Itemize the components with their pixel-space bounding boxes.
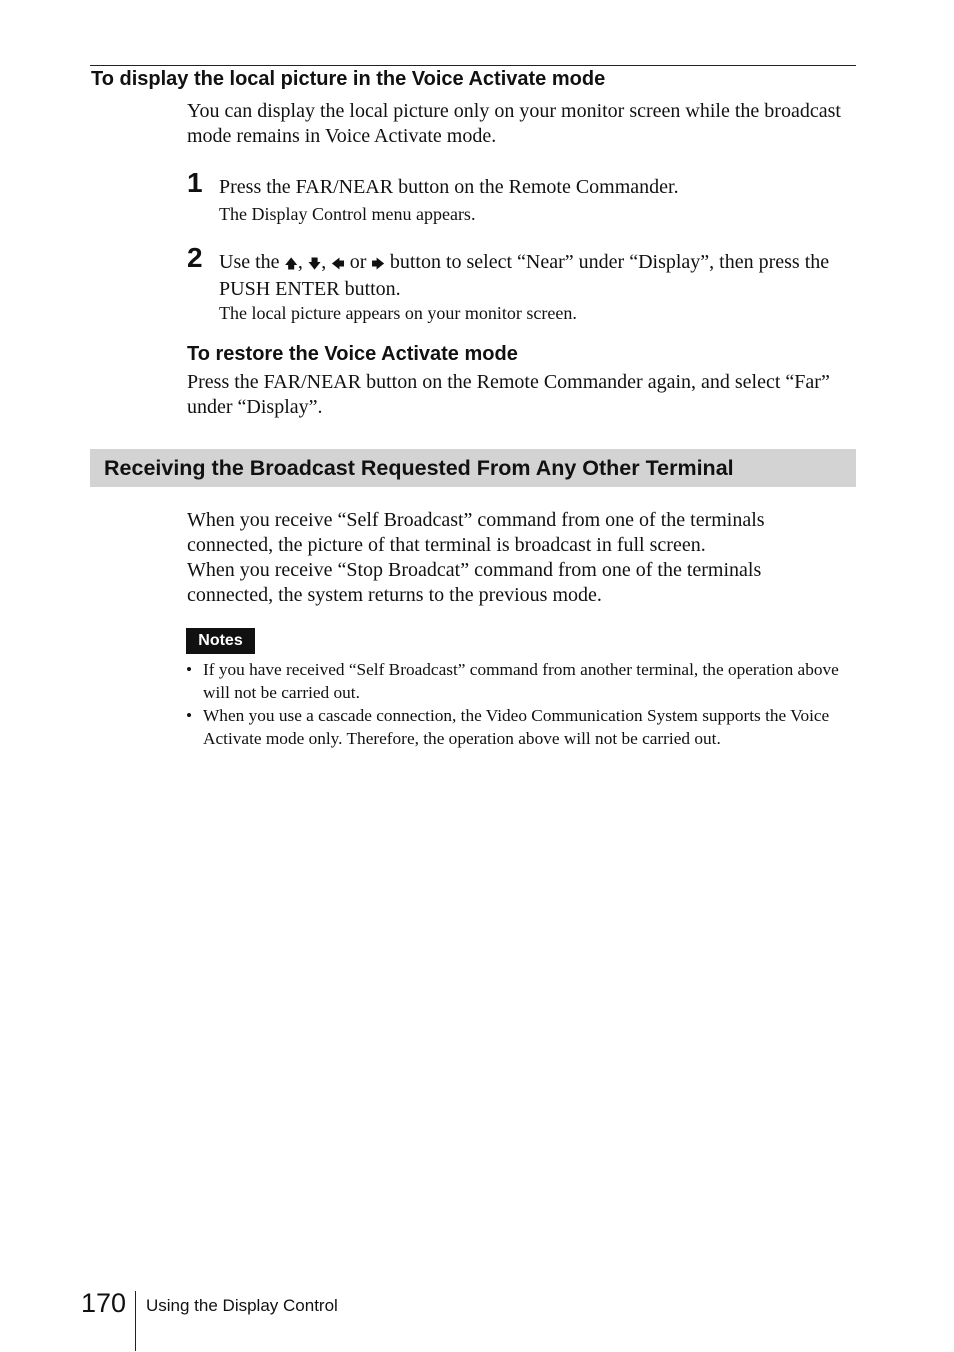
footer-divider bbox=[135, 1291, 136, 1351]
up-arrow-icon: 🡅 bbox=[284, 257, 298, 272]
subsection-intro: You can display the local picture only on your monitor screen while the broadcast mode remains in Voice Activate mode. bbox=[187, 100, 841, 147]
step-2-sep-2: , bbox=[321, 251, 327, 273]
section-heading: Receiving the Broadcast Requested From Any Other Terminal bbox=[104, 456, 734, 480]
section-paragraph-1: When you receive “Self Broadcast” command from one of the terminals connected, the picture of that terminal is broadcast in full screen. bbox=[187, 509, 765, 556]
section-heading-bar bbox=[90, 449, 856, 487]
bullet-icon: • bbox=[186, 660, 193, 679]
step-2-sep-1: , bbox=[297, 251, 303, 273]
step-2-result: The local picture appears on your monitor screen. bbox=[219, 303, 577, 323]
step-2-text bbox=[219, 250, 859, 301]
step-2-number: 2 bbox=[187, 242, 203, 273]
step-2-suffix: button to select “Near” under “Display”, then press the PUSH ENTER button. bbox=[219, 251, 830, 300]
step-1-text: Press the FAR/NEAR button on the Remote Commander. bbox=[219, 176, 679, 198]
step-1-number: 1 bbox=[187, 167, 203, 198]
step-2-prefix: Use the bbox=[219, 251, 280, 273]
step-2-sep-3: or bbox=[349, 251, 367, 273]
restore-heading: To restore the Voice Activate mode bbox=[187, 343, 518, 365]
note-item bbox=[186, 704, 858, 750]
page-number: 170 bbox=[81, 1288, 127, 1318]
down-arrow-icon: 🡇 bbox=[307, 257, 322, 272]
step-1-result: The Display Control menu appears. bbox=[219, 204, 476, 224]
bullet-icon: • bbox=[186, 706, 193, 725]
notes-label: Notes bbox=[186, 628, 255, 654]
left-arrow-icon: 🡄 bbox=[331, 257, 345, 272]
section-paragraph-2: When you receive “Stop Broadcat” command from one of the terminals connected, the system returns to the previous mode. bbox=[187, 559, 762, 606]
restore-text: Press the FAR/NEAR button on the Remote Commander again, and select “Far” under “Display”. bbox=[187, 371, 830, 418]
chapter-title: Using the Display Control bbox=[146, 1296, 338, 1315]
note-item bbox=[186, 658, 858, 704]
notes-list bbox=[186, 658, 858, 750]
note-text: When you use a cascade connection, the Video Communication System supports the Voice Activate mode only. Therefore, the operation above will not be carried out. bbox=[203, 706, 830, 748]
note-text: If you have received “Self Broadcast” command from another terminal, the operation above will not be carried out. bbox=[203, 660, 839, 702]
subsection-heading: To display the local picture in the Voice Activate mode bbox=[91, 68, 606, 90]
right-arrow-icon: 🡆 bbox=[371, 257, 385, 272]
